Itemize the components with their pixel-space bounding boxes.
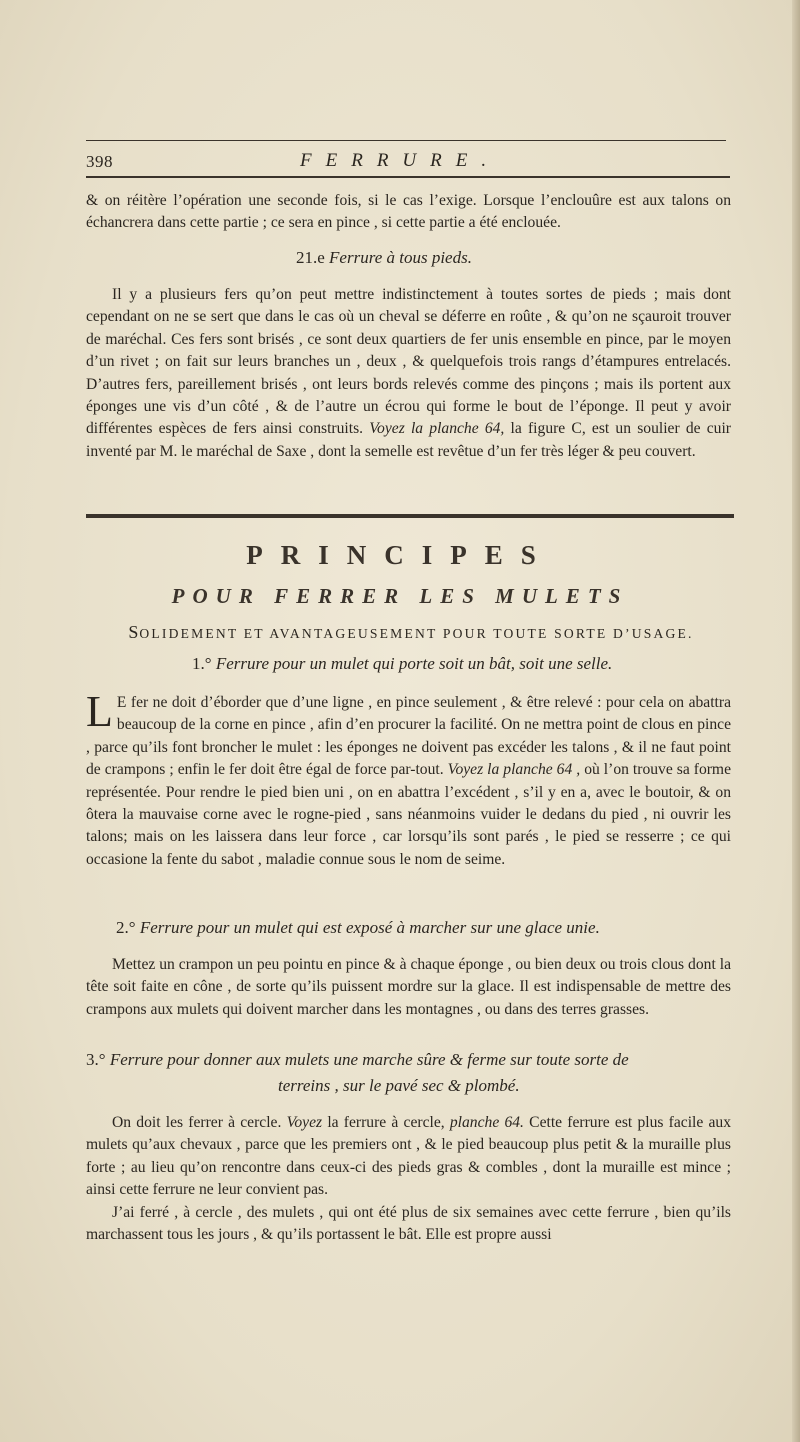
section-1-body-part1: E fer ne doit d’éborder que d’une ligne , en pince seulement , & être relevé : pour cela on abattra beaucoup de la corne en pince , afin d’en procurer la facilité. On ne mettra point de clous en pince , parce qu’ils font broncher le mulet : les éponges ne doivent pas excéder les talons , & il ne faut point de crampons ; enfin le fer doit être égal de force par-tout. (86, 694, 731, 779)
section-1-body-part2: où l’on trouve sa forme représentée. Pour rendre le pied bien uni , on en abattra l’excédent , s’il y en a, avec le boutoir, & on ôtera la mauvaise corne avec le rogne-pied , sans néanmoins vuider le dedans du pied , ni ouvrir les talons; mais on les laissera dans leur force , car lorsqu’ils sont parés , le pied se resserre ; ce qui occasione la fente du sabot , maladie connue sous le nom de seime. (86, 761, 731, 868)
page-number: 398 (86, 152, 113, 171)
section-21-heading (296, 248, 472, 268)
intro-paragraph: & on réitère l’opération une seconde fois, si le cas l’exige. Lorsque l’enclouûre est aux talons on échancrera dans cette partie ; ce sera en pince , si cette partie a été enclouée. (86, 192, 731, 232)
principes-caps-line (86, 622, 736, 643)
section-21-number: 21.e (296, 248, 325, 267)
section-1-heading (192, 654, 612, 674)
section-2-body: Mettez un crampon un peu pointu en pince & à chaque éponge , ou bien deux ou trois clous dont la tête soit faite en cône , de sorte qu’ils puissent mordre sur la glace. Il est indispensable de mettre des crampons aux mulets qui doivent marcher dans les montagnes , ou dans des terres grasses. (86, 956, 731, 1018)
section-21-body-part2: la figure C, est un soulier de cuir inventé par M. le maréchal de Saxe , dont la semelle est revêtue d’un fer très léger & peu couvert. (86, 420, 731, 460)
section-1-body (86, 687, 731, 871)
principes-subtitle: POUR FERRER LES MULETS (171, 584, 629, 608)
caps-first-letter: S (128, 622, 140, 642)
section-1-plate-ref: Voyez la planche 64 , (447, 761, 581, 779)
section-2-heading (116, 918, 600, 938)
section-1-title: Ferrure pour un mulet qui porte soit un bât, soit une selle. (215, 654, 613, 673)
section-3-plate-ref: planche 64. (449, 1114, 524, 1131)
section-3-number: 3.° (86, 1050, 106, 1069)
section-1-number: 1.° (192, 654, 212, 673)
page-edge (792, 0, 800, 1442)
section-3-body-end: Cette ferrure est plus facile aux mulets qu’aux chevaux , parce que les premiers ont , & le pied beaucoup plus petit & la muraille plus forte ; au lieu qu’on rencontre dans ceux-ci des pieds gras & combles , dont la muraille est mince ; ainsi cette ferrure ne leur convient pas. (86, 1114, 732, 1199)
section-3-body-paragraph-1 (86, 1112, 731, 1202)
header-rule-top (86, 140, 726, 141)
section-3-body-start: On doit les ferrer à cercle. (112, 1114, 282, 1131)
section-2-title: Ferrure pour un mulet qui est exposé à marcher sur une glace unie. (139, 918, 600, 937)
section-21-title: Ferrure à tous pieds. (329, 248, 472, 267)
section-21-body-part1: Il y a plusieurs fers qu’on peut mettre indistinctement à toutes sortes de pieds ; mais dont cependant on ne se sert que dans le cas où un cheval se déferre en roûte , & qu’on ne sçauroit trouver de maréchal. Ces fers sont brisés , ce sont deux quartiers de fer unis ensemble en pince, par le moyen d’un rivet ; on fait sur leurs branches un , deux , & quelquefois trois rangs d’étampures entrelacés. D’autres fers, pareillement brisés , ont leurs bords relevés comme des pinçons ; mais ils portent aux éponges une vis d’un côté , & de l’autre un écrou qui forme le bout de l’éponge. Il peut y avoir différentes espèces de fers ainsi construits. (86, 286, 731, 438)
header-rule-bottom (86, 176, 730, 178)
section-3-title-line1: Ferrure pour donner aux mulets une marche sûre & ferme sur toute sorte de (109, 1050, 629, 1069)
section-21-body (86, 284, 731, 463)
section-3-heading-line2: terreins , sur le pavé sec & plombé. (278, 1076, 520, 1095)
section-3-voyez: Voyez (286, 1114, 323, 1131)
drop-cap-letter: L (86, 687, 113, 736)
section-3-heading-line1 (86, 1050, 629, 1070)
principes-title: PRINCIPES (246, 540, 554, 570)
caps-rest: OLIDEMENT ET AVANTAGEUSEMENT POUR TOUTE SORTE D’USAGE. (139, 626, 694, 641)
running-title: FERRURE. (300, 150, 501, 171)
section-2-number: 2.° (116, 918, 136, 937)
section-3-body-paragraph-2: J’ai ferré , à cercle , des mulets , qui ont été plus de six semaines avec cette ferrure , bien qu’ils marchassent tous les jours , & qu’ils portassent le bât. Elle est propre aussi (86, 1204, 731, 1244)
section-separator (86, 514, 734, 518)
section-3-body-mid: la ferrure à cercle, (327, 1114, 445, 1131)
section-21-plate-ref: Voyez la planche 64, (369, 420, 505, 438)
